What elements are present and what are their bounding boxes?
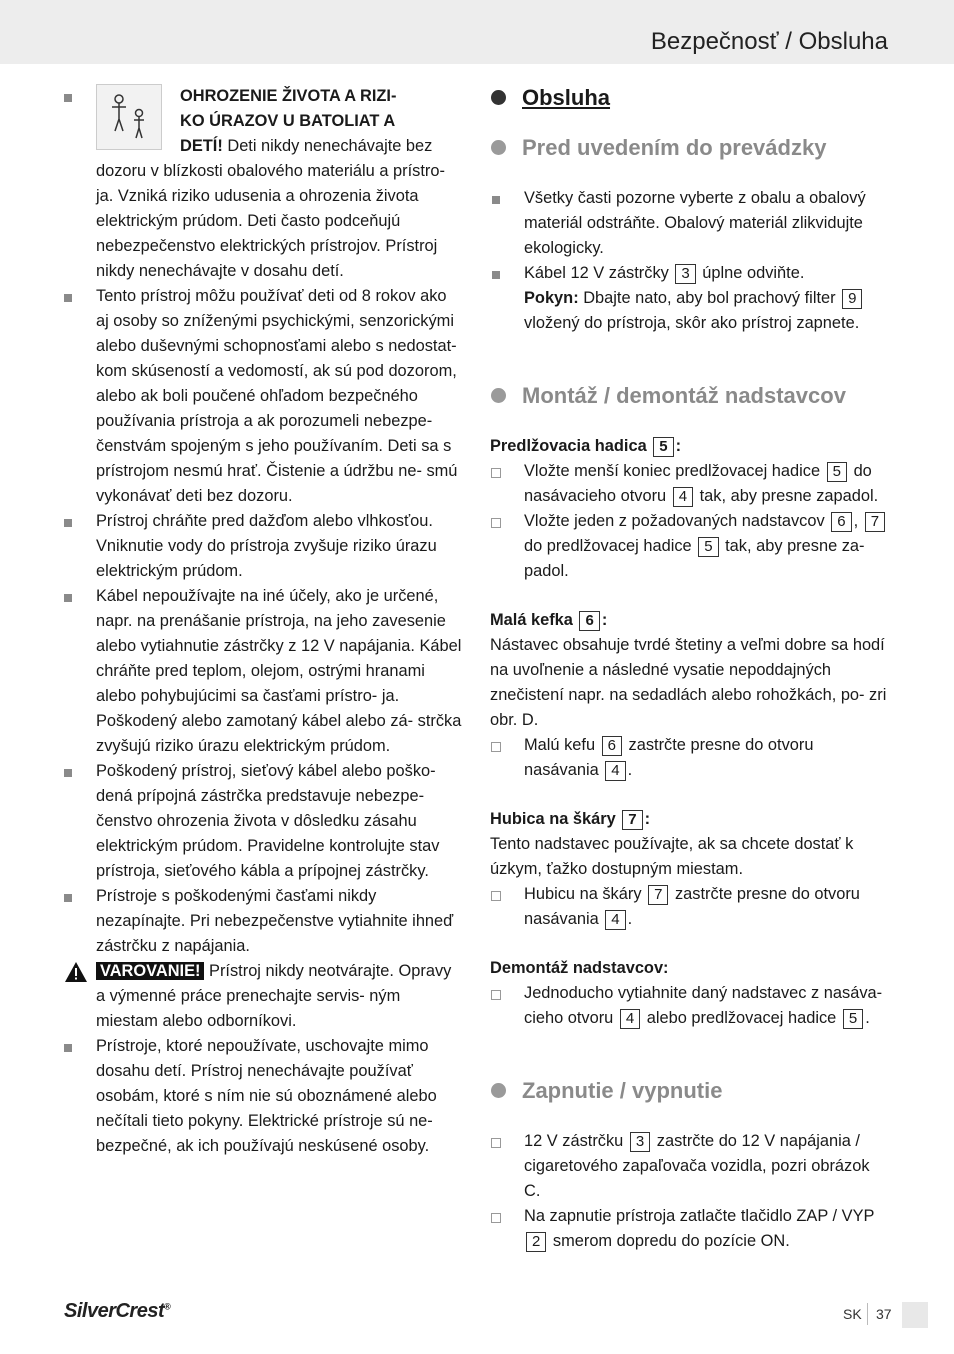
part-number: 7 — [648, 885, 668, 905]
text: Predlžovacia hadica — [490, 437, 647, 455]
text: alebo predlžovacej hadice — [642, 1009, 841, 1027]
list-item-text: Poškodený prístroj, sieťový kábel alebo poško- dená prípojná zástrčka predstavuje nebezpe- čenstvo ohrozenia života v dôsledku zásahu elektrickým prúdom. Pravidelne kontrolujte stav prístroja, sieťového kábla a prípojnej zástrčky. — [96, 762, 440, 880]
text: Jednoducho vytiahnite daný nadstavec z nasáva- cieho otvoru — [524, 984, 883, 1027]
section-heading-pred — [490, 134, 890, 162]
bullet — [491, 1213, 501, 1223]
part-number: 5 — [698, 537, 718, 557]
text: Vložte menší koniec predlžovacej hadice — [524, 462, 825, 480]
text: do nasávacieho otvoru — [524, 462, 872, 505]
heading-text: Pred uvedením do prevádzky — [522, 135, 827, 160]
brand-text: SilverCrest — [64, 1300, 165, 1322]
warning-text: Deti nikdy nenechávajte bez dozoru v blízkosti obalového materiálu a prístro- ja. Vzniká riziko udusenia a ohrozenia života elektrickým prúdom. Deti často podceňujú nebezpečenstvo elektrických prístrojov. Prístroj nikdy nenechávajte v dosahu detí. — [96, 137, 445, 280]
bullet — [64, 94, 72, 102]
heading-dot-icon — [491, 90, 506, 105]
part-number: 7 — [622, 810, 642, 830]
text: Kábel 12 V zástrčky — [524, 264, 674, 282]
part-number: 5 — [653, 437, 673, 457]
heading-dot-icon — [491, 1083, 506, 1098]
text: vložený do prístroja, skôr ako prístroj zapnete. — [524, 314, 860, 332]
part-number: 4 — [673, 487, 693, 507]
text: Malá kefka — [490, 611, 573, 629]
text: Vložte jeden z požadovaných nadstavcov — [524, 512, 830, 530]
part-number: 6 — [579, 611, 599, 631]
heading-dot-icon — [491, 140, 506, 155]
part-number: 4 — [605, 761, 625, 781]
section-heading-montaz — [490, 382, 890, 410]
text: smerom dopredu do pozície ON. — [548, 1232, 790, 1250]
list-item-text: Kábel nepoužívajte na iné účely, ako je určené, napr. na prenášanie prístroja, na jeho zavesenie alebo vytiahnutie zástrčky z 12 V napájania. Kábel chráňte pred teplom, olejom, ostrými hranami alebo pohybujúcimi sa časťami prístro- ja. Poškodený alebo zamotaný kábel alebo zá- strčka zvyšujú riziko úrazu elektrickým prúdom. — [96, 587, 462, 755]
left-column-flow — [62, 84, 462, 1159]
list-item-text: Prístroje s poškodenými časťami nikdy nezapínajte. Pri nebezpečenstve vytiahnite ihneď zástrčku z napájania. — [96, 887, 454, 955]
text: tak, aby presne zapadol. — [695, 487, 879, 505]
page-header — [0, 0, 954, 64]
part-number: 4 — [605, 910, 625, 930]
bullet — [491, 891, 501, 901]
bullet — [64, 519, 72, 527]
bullet — [491, 468, 501, 478]
warning-title: OHROZENIE ŽIVOTA A RIZI- KO ÚRAZOV U BATOLIAT A DETÍ! — [180, 87, 397, 155]
text: Na zapnutie prístroja zatlačte tlačidlo ZAP / VYP — [524, 1207, 875, 1225]
bullet — [491, 990, 501, 1000]
bullet — [492, 271, 500, 279]
text: tak, aby presne za- padol. — [524, 537, 865, 580]
text: zastrčte do 12 V napájania / cigaretového zapaľovača vozidla, pozri obrázok C. — [524, 1132, 870, 1200]
text: do predlžovacej hadice — [524, 537, 697, 555]
brand-logo — [64, 1300, 170, 1323]
part-number: 5 — [843, 1009, 863, 1029]
subheading: Hubica na škáry 7 : — [490, 810, 651, 828]
list-item — [62, 509, 462, 584]
page-number: 37 — [876, 1306, 892, 1322]
list-item — [490, 1204, 890, 1254]
list-item — [490, 459, 890, 509]
list-item — [62, 1034, 462, 1159]
paragraph: Tento nadstavec používajte, ak sa chcete dostať k úzkym, ťažko dostupným miestam. — [490, 835, 854, 878]
list-item — [62, 884, 462, 959]
list-item — [490, 1129, 890, 1204]
part-number: 9 — [842, 289, 862, 309]
varovanie-label: VAROVANIE! — [96, 962, 204, 980]
text: Hubica na škáry — [490, 810, 616, 828]
text: . — [627, 910, 633, 928]
part-number: 5 — [827, 462, 847, 482]
bullet — [64, 894, 72, 902]
text: zastrčte presne do otvoru nasávania — [524, 885, 860, 928]
list-item — [490, 981, 890, 1031]
list-item-text: Všetky časti pozorne vyberte z obalu a obalový materiál odstráňte. Obalový materiál zlikvidujte ekologicky. — [524, 189, 866, 257]
list-item — [490, 509, 890, 584]
part-number: 3 — [630, 1132, 650, 1152]
bullet — [491, 1138, 501, 1148]
list-item — [62, 584, 462, 759]
text: . — [865, 1009, 870, 1027]
bullet — [491, 742, 501, 752]
warning-triangle-icon — [64, 961, 88, 991]
heading-dot-icon — [491, 388, 506, 403]
text: Dbajte nato, aby bol prachový filter — [578, 289, 841, 307]
heading-text: Montáž / demontáž nadstavcov — [522, 383, 846, 408]
paragraph: Nástavec obsahuje tvrdé štetiny a veľmi dobre sa hodí na uvoľnenie a následné vysatie nepoddajných znečistení napr. na sedadlách alebo rohožkách, po- zri obr. D. — [490, 636, 887, 729]
text: úplne odviňte. — [697, 264, 805, 282]
text: . — [627, 761, 633, 779]
subheading: Predlžovacia hadica 5 : — [490, 437, 682, 455]
heading-text: Obsluha — [522, 85, 611, 110]
list-item-children — [62, 84, 462, 284]
part-number: 4 — [620, 1009, 640, 1029]
text: zastrčte presne do otvoru nasávania — [524, 736, 814, 779]
varovanie-text: Prístroj nikdy neotvárajte. Opravy a výmenné práce prenechajte servis- ným miestam alebo odborníkovi. — [96, 962, 452, 1030]
bullet — [64, 294, 72, 302]
list-item — [62, 284, 462, 509]
bullet — [491, 518, 501, 528]
child-warning-icon — [96, 84, 162, 150]
subheading: Demontáž nadstavcov: — [490, 959, 669, 977]
list-item — [490, 882, 890, 932]
right-column — [490, 84, 890, 1254]
part-number: 6 — [831, 512, 851, 532]
list-item-text: Prístroje, ktoré nepoužívate, uschovajte mimo dosahu detí. Prístroj nenechávajte používať osobám, ktoré s ním nie sú oboznámené alebo nečítali tieto pokyny. Elektrické prístroje sú ne- bezpečné, ak ich používajú neskúsené osoby. — [96, 1037, 437, 1155]
list-item — [490, 186, 890, 261]
heading-text: Zapnutie / vypnutie — [522, 1078, 723, 1103]
text: Hubicu na škáry — [524, 885, 647, 903]
registered-mark: ® — [164, 1301, 171, 1312]
bullet — [64, 769, 72, 777]
pokyn-label: Pokyn: — [524, 289, 579, 307]
page-tab-marker — [902, 1302, 928, 1328]
list-item — [490, 261, 890, 336]
section-heading-obsluha — [490, 84, 890, 112]
list-item — [62, 759, 462, 884]
page-title: Bezpečnosť / Obsluha — [650, 28, 888, 55]
bullet — [492, 196, 500, 204]
text: 12 V zástrčku — [524, 1132, 628, 1150]
list-item-text: Prístroj chráňte pred dažďom alebo vlhkosťou. Vniknutie vody do prístroja zvyšuje riziko úrazu elektrickým prúdom. — [96, 512, 437, 580]
bullet — [64, 594, 72, 602]
part-number: 3 — [675, 264, 695, 284]
list-item — [490, 733, 890, 783]
bullet — [64, 1044, 72, 1052]
part-number: 2 — [526, 1232, 546, 1252]
part-number: 7 — [865, 512, 885, 532]
section-heading-zapnutie — [490, 1077, 890, 1105]
list-item-text: Tento prístroj môžu používať deti od 8 rokov ako aj osoby so zníženými psychickými, senzorickými alebo duševnými schopnosťami alebo s nedostat- kom skúseností a vedomostí, ak sú pod dozorom, alebo ak boli poučené ohľadom bezpečného používania prístroja a ak porozumeli nebezpe- čenstvám spojeným s jeho používaním. Deti sa s prístrojom nesmú hrať. Čistenie a údržbu ne- smú vykonávať deti bez dozoru. — [96, 287, 458, 505]
language-code: SK — [843, 1306, 862, 1322]
text: Malú kefu — [524, 736, 600, 754]
varovanie-row — [62, 959, 462, 1034]
text: , — [853, 512, 863, 530]
part-number: 6 — [602, 736, 622, 756]
footer-divider — [867, 1303, 868, 1325]
subheading: Malá kefka 6 : — [490, 611, 608, 629]
